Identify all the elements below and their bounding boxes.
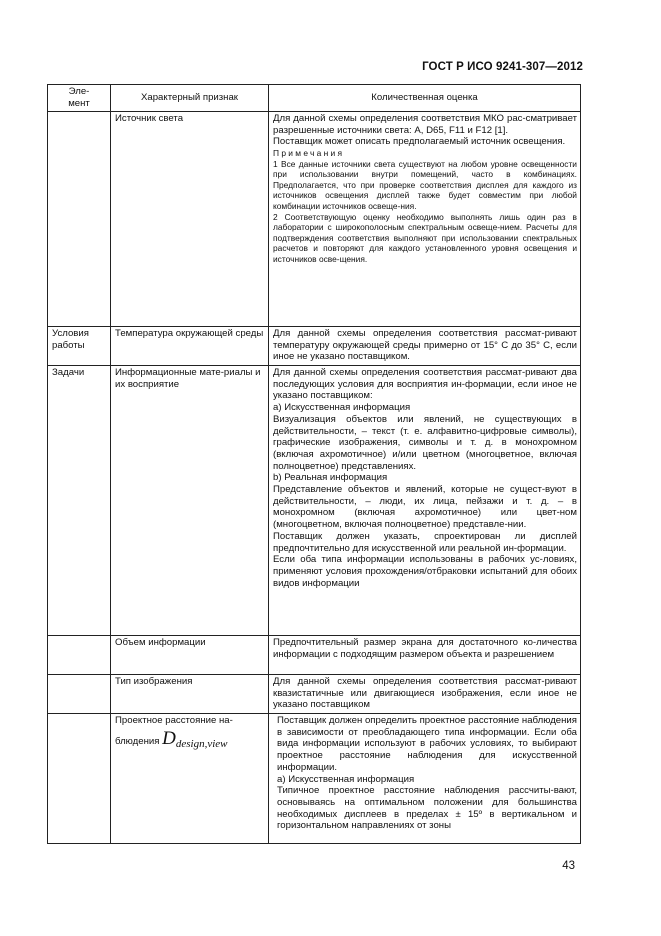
assessment-image-type: Для данной схемы определения соответствия рассмат-ривают квазистатичные или двигающиеся изображения, если иное не указано поставщиком xyxy=(269,675,581,714)
header-feature: Характерный признак xyxy=(111,85,269,112)
header-row xyxy=(48,85,581,112)
feature-design-viewing-distance xyxy=(111,714,269,844)
element-cell-empty xyxy=(48,714,111,844)
formula-main-symbol: D xyxy=(162,727,176,749)
element-tasks: Задачи xyxy=(48,366,111,636)
design-view-distance-formula xyxy=(162,727,228,750)
paragraph: Для данной схемы определения соответствия рассмат-ривают два последующих условия для восприятия ин-формации, если иное не указано поставщиком: xyxy=(273,367,577,402)
requirements-table xyxy=(47,84,581,844)
paragraph: Если оба типа информации использованы в рабочих ус-ловиях, применяют условия прохождения/отбраковки испытаний для обоих видов информации xyxy=(273,554,577,589)
element-cell-empty xyxy=(48,675,111,714)
element-cell-empty xyxy=(48,636,111,675)
header-assessment: Количественная оценка xyxy=(269,85,581,112)
formula-subscript: design,view xyxy=(175,737,228,750)
paragraph: a) Искусственная информация xyxy=(277,773,415,785)
document-id: ГОСТ Р ИСО 9241-307—2012 xyxy=(422,61,583,73)
paragraph: Поставщик может описать предполагаемый источник освещения. xyxy=(273,136,566,148)
feature-information-materials: Информационные мате-риалы и их восприятие xyxy=(111,366,269,636)
table-row-design-viewing-distance xyxy=(48,714,581,844)
element-cell-empty xyxy=(48,112,111,327)
note-1: 1 Все данные источники света существуют на любом уровне освещенности при использовании внутри помещений, часто в комбинациях. Предполагается, что при проверке соответствия дисплея для каждого из источников освещения дисплей также будет совместим при любой комбинации источников освеще-ния. xyxy=(273,158,577,212)
assessment-ambient-temperature: Для данной схемы определения соответствия рассмат-ривают температуру окружающей среды примерно от 15° С до 35° С, если иное не указано поставщиком. xyxy=(269,327,581,366)
paragraph: b) Реальная информация xyxy=(273,472,388,484)
table-row-information-volume xyxy=(48,636,581,675)
header-element: Эле- мент xyxy=(48,85,111,112)
assessment-information-volume: Предпочтительный размер экрана для достаточного ко-личества информации с подходящим размером объекта и разрешением xyxy=(269,636,581,675)
feature-image-type: Тип изображения xyxy=(111,675,269,714)
table-row-operating-conditions xyxy=(48,327,581,366)
table-row-image-type xyxy=(48,675,581,714)
page-number: 43 xyxy=(562,860,575,872)
paragraph: a) Искусственная информация xyxy=(273,402,411,414)
table-row-light-source xyxy=(48,112,581,327)
assessment-design-viewing-distance xyxy=(269,714,581,844)
paragraph: Для данной схемы определения соответствия МКО рас-сматривает разрешенные источники света: A, D65, F11 и F12 [1]. xyxy=(273,113,577,136)
paragraph: Поставщик должен определить проектное расстояние наблюдения в зависимости от преобладающего типа информации. Если оба вида информации используют в рабочих условиях, то выбирают проектное расстояние наблюдения для искусственной информации. xyxy=(277,715,577,773)
note-2: 2 Соответствующую оценку необходимо выполнять лишь один раз в лаборатории с широкополосным спектральным освеще-нием. Расчеты для подтверждения соответствия выполняют при использовании спектральных расчетов и повторяют для каждого установленного уровня освещения и источников осве-щения. xyxy=(273,211,577,265)
feature-information-volume: Объем информации xyxy=(111,636,269,675)
element-operating-conditions: Условия работы xyxy=(48,327,111,366)
feature-light-source: Источник света xyxy=(111,112,269,327)
paragraph: Представление объектов и явлений, которые не сущест-вуют в действительности, – люди, их лица, пейзажи и т. д. – в монохромном (включая ахромотичное) или цвет-ном (многоцветном, включая полноцветное) представле-нии. xyxy=(273,484,577,531)
paragraph: Визуализация объектов или явлений, не существующих в действительности, – текст (т. е. алфавитно-цифровые символы), графические изображения, символы и т. д. в монохромном (включая ахромотичное) и/или цветном (многоцветное, включая полноцветное) представлениях. xyxy=(273,413,577,472)
paragraph: Поставщик должен указать, спроектирован ли дисплей предпочтительно для искусственной или реальной ин-формации. xyxy=(273,530,577,554)
assessment-information-materials xyxy=(269,366,581,636)
notes-heading: Примечания xyxy=(273,148,345,159)
assessment-light-source xyxy=(269,112,581,327)
feature-label-line2: блюдения xyxy=(115,735,160,747)
feature-ambient-temperature: Температура окружающей среды xyxy=(111,327,269,366)
paragraph: Типичное проектное расстояние наблюдения рассчиты-вают, основываясь на оптимальном положении для большинства необходимых дисплеев в пределах ± 15º в вертикальном и горизонтальном направлениях от зоны xyxy=(277,785,577,832)
table-row-tasks xyxy=(48,366,581,636)
feature-label-line1: Проектное расстояние на- xyxy=(115,715,233,726)
